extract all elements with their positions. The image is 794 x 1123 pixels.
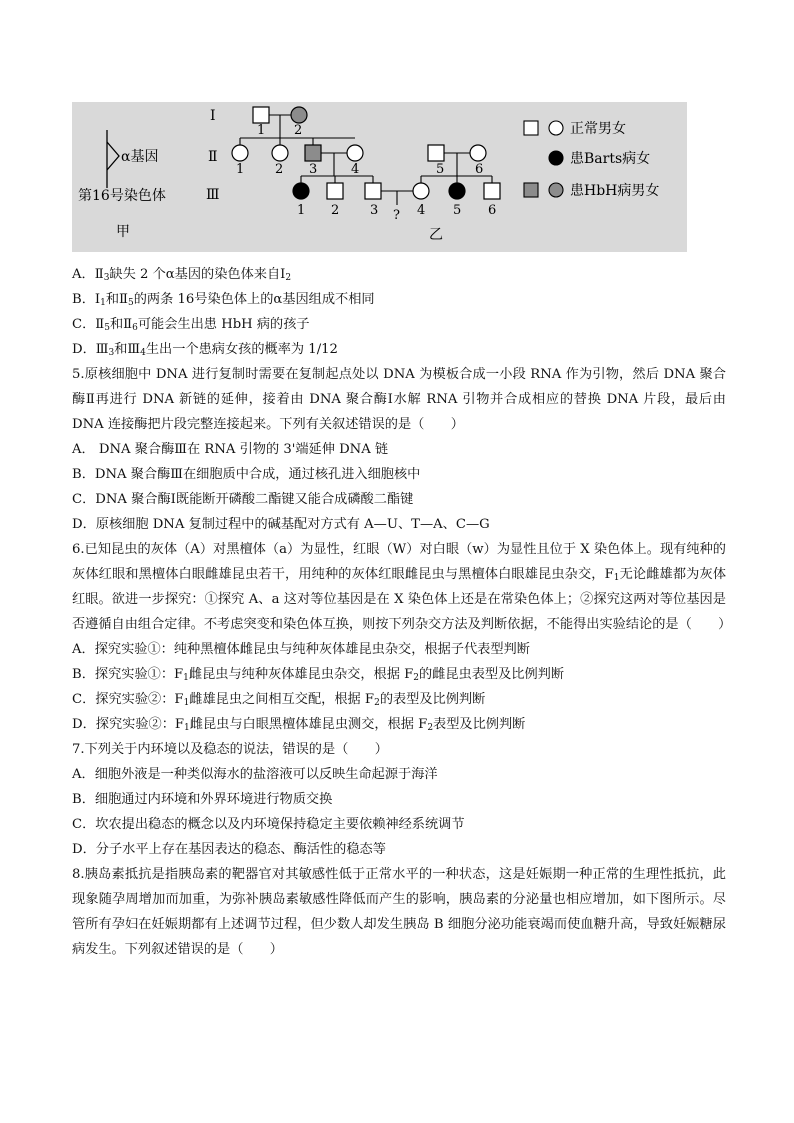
legend-barts: [549, 151, 563, 165]
panel-caption-b: 乙: [429, 227, 443, 243]
label-II-2: 2: [275, 162, 284, 177]
chromosome-diagram: [107, 130, 119, 188]
generation-label-1: Ⅰ: [210, 108, 216, 124]
legend-female-normal: [549, 121, 563, 135]
label-III-4: 4: [417, 203, 426, 218]
barts-female-III-5: [449, 183, 465, 199]
hbh-female-I-2: [291, 107, 307, 123]
female-III-4: [413, 183, 429, 199]
option-6b: B．探究实验①：$F_1$雌昆虫与纯种灰体雄昆虫杂交，根据 $F_2$的雌昆虫表型及比例判断: [72, 667, 565, 683]
panel-caption-a: 甲: [116, 224, 130, 240]
option-5a: A． DNA 聚合酶Ⅲ在 RNA 引物的 3'端延伸 DNA 链: [72, 442, 389, 457]
option-5d: D．原核细胞 DNA 复制过程中的碱基配对方式有 A—U、T—A、C—G: [72, 517, 490, 532]
question-7: 7.下列关于内环境以及稳态的说法，错误的是（ ）: [72, 742, 388, 757]
option-7c: C．坎农提出稳态的概念以及内环境保持稳定主要依赖神经系统调节: [72, 817, 465, 832]
female-II-4: [347, 145, 363, 161]
legend-hbh-male: [524, 183, 538, 197]
label-I-2: 2: [294, 123, 303, 138]
label-III-1: 1: [297, 203, 306, 218]
question-6: 6.已知昆虫的灰体（A）对黑檀体（a）为显性，红眼（W）对白眼（w）为显性且位于 X 染色体上。现有纯种的灰体红眼和黑檀体白眼雌雄昆虫若干，用纯种的灰体红眼雌昆虫与黑檀体白眼雄昆虫杂交，$F_1$无论雌雄都为灰体红眼。欲进一步探究：①探究 A、a 这对等位基因是在 X 染色体上还是在常染色体上；②探究这两对等位基因是否遵循自由组合定律。不考虑突变和染色体互换，则按下列杂交方法及判断依据，不能得出实验结论的是（ ）: [72, 542, 732, 632]
male-II-5: [428, 145, 444, 161]
generation-label-3: Ⅲ: [206, 187, 220, 203]
gene-label: α基因: [121, 149, 159, 165]
option-4d: D．$Ⅲ_3$和$Ⅲ_4$生出一个患病女孩的概率为 1/12: [72, 342, 338, 358]
generation-label-2: Ⅱ: [208, 149, 218, 165]
label-II-5: 5: [436, 162, 445, 177]
option-7d: D．分子水平上存在基因表达的稳态、酶活性的稳态等: [72, 842, 386, 857]
option-7b: B．细胞通过内环境和外界环境进行物质交换: [72, 792, 333, 807]
question-5: 5.原核细胞中 DNA 进行复制时需要在复制起点处以 DNA 为模板合成一小段 RNA 作为引物，然后 DNA 聚合酶Ⅱ再进行 DNA 新链的延伸，接着由 DNA 聚合酶Ⅰ水解 RNA 引物并合成相应的替换 DNA 片段，最后由 DNA 连接酶把片段完整连接起来。下列有关叙述错误的是（ ）: [72, 367, 726, 432]
legend-text-hbh: 患HbH病男女: [570, 183, 660, 199]
label-III-2: 2: [331, 203, 340, 218]
female-II-6: [470, 145, 486, 161]
option-6d: D．探究实验②：$F_1$雌昆虫与白眼黑檀体雄昆虫测交，根据 $F_2$表型及比例判断: [72, 717, 526, 733]
option-4c: C．$Ⅱ_5$和$Ⅱ_6$可能会生出患 HbH 病的孩子: [72, 317, 310, 333]
legend-male-normal: [524, 121, 538, 135]
option-7a: A．细胞外液是一种类似海水的盐溶液可以反映生命起源于海洋: [72, 767, 438, 782]
label-II-4: 4: [351, 162, 360, 177]
question-text: [72, 262, 732, 962]
pedigree-figure: [72, 102, 687, 252]
chromosome-label: 第16号染色体: [78, 188, 166, 204]
male-I-1: [253, 107, 269, 123]
legend-text-normal: 正常男女: [570, 121, 626, 137]
label-II-6: 6: [475, 162, 484, 177]
female-II-2: [272, 145, 288, 161]
option-6c: C．探究实验②：$F_1$雌雄昆虫之间相互交配，根据 $F_2$的表型及比例判断: [72, 692, 486, 708]
option-6a: A．探究实验①：纯种黑檀体雌昆虫与纯种灰体雄昆虫杂交，根据子代表型判断: [72, 642, 530, 657]
male-III-6: [484, 183, 500, 199]
label-II-1: 1: [236, 162, 245, 177]
barts-female-III-1: [293, 183, 309, 199]
option-5b: B．DNA 聚合酶Ⅲ在细胞质中合成，通过核孔进入细胞核中: [72, 467, 421, 482]
label-III-5: 5: [453, 203, 462, 218]
male-III-3: [365, 183, 381, 199]
label-III-3: 3: [370, 203, 379, 218]
hbh-male-II-3: [305, 145, 321, 161]
legend-text-barts: 患Barts病女: [570, 151, 651, 167]
female-II-1: [232, 145, 248, 161]
label-I-1: 1: [257, 123, 266, 138]
label-II-3: 3: [309, 162, 318, 177]
male-III-2: [327, 183, 343, 199]
question-8: 8.胰岛素抵抗是指胰岛素的靶器官对其敏感性低于正常水平的一种状态，这是妊娠期一种正常的生理性抵抗，此现象随孕周增加而加重，为弥补胰岛素敏感性降低而产生的影响，胰岛素的分泌量也相应增加，如下图所示。尽管所有孕妇在妊娠期都有上述调节过程，但少数人却发生胰岛 B 细胞分泌功能衰竭而使血糖升高，导致妊娠糖尿病发生。下列叙述错误的是（ ）: [72, 867, 726, 957]
unknown-offspring-mark: ?: [393, 208, 400, 223]
option-4a: A．$Ⅱ_3$缺失 2 个α基因的染色体来自$Ⅰ_2$: [72, 267, 292, 283]
label-III-6: 6: [488, 203, 497, 218]
legend-hbh-female: [549, 183, 563, 197]
option-4b: B．$Ⅰ_1$和$Ⅱ_5$的两条 16号染色体上的α基因组成不相同: [72, 292, 375, 308]
option-5c: C．DNA 聚合酶Ⅰ既能断开磷酸二酯键又能合成磷酸二酯键: [72, 492, 414, 507]
